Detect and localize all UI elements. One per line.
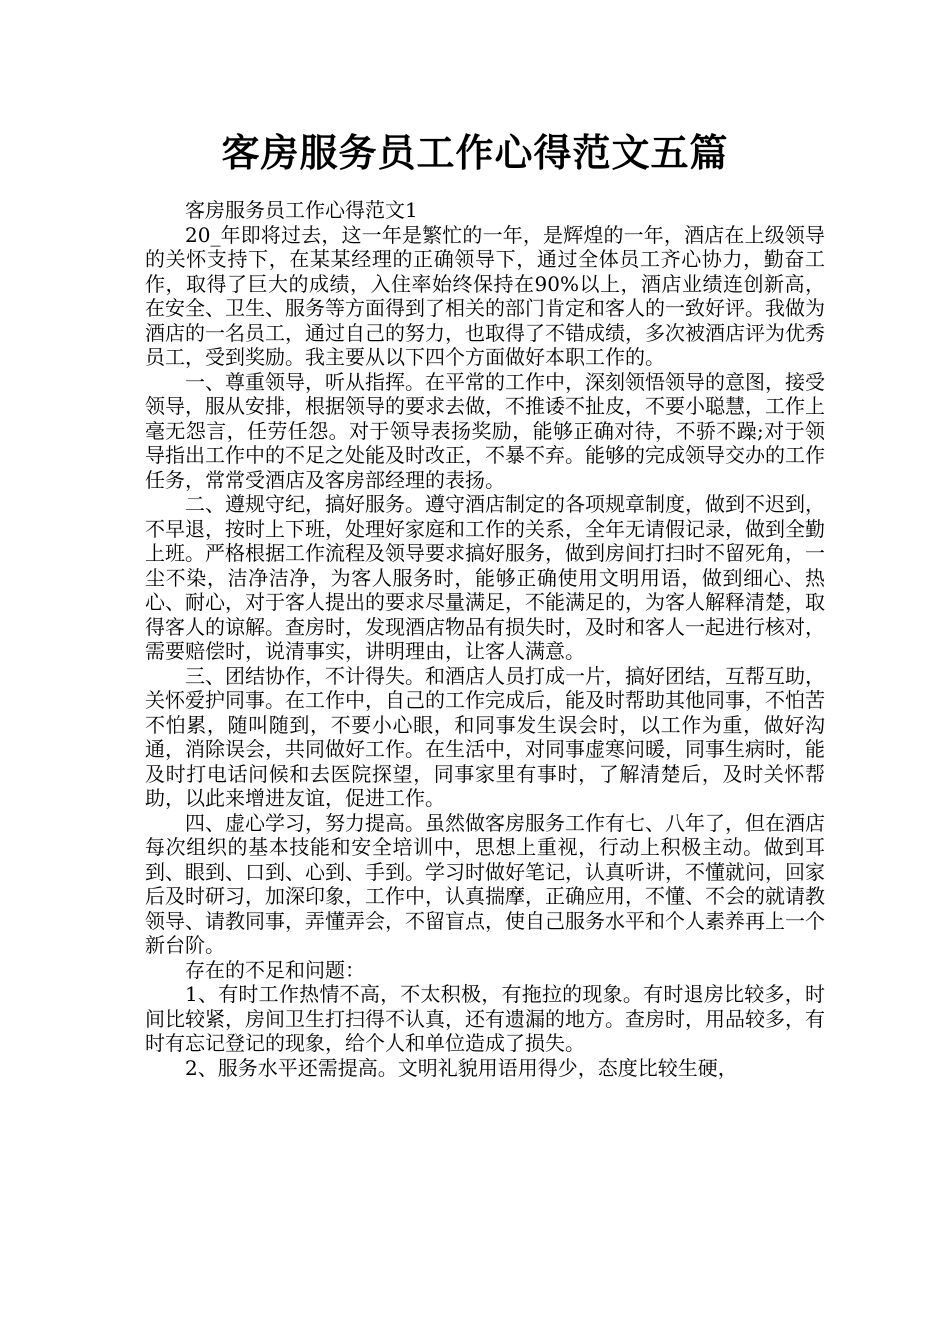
shortcoming-2: 2、服务水平还需提高。文明礼貌用语用得少，态度比较生硬，: [185, 1055, 738, 1080]
shortcoming-1: 1、有时工作热情不高，不太积极，有拖拉的现象。有时退房比较多，时间比较紧，房间卫生打扫得不认真，还有遗漏的地方。查房时，用品较多，有时有忘记登记的现象，给个人和单位造成了损失。: [145, 982, 825, 1055]
document-title: 客房服务员工作心得范文五篇: [221, 131, 729, 175]
paragraph-point-4: 四、虚心学习，努力提高。虽然做客房服务工作有七、八年了，但在酒店每次组织的基本技能和安全培训中，思想上重视，行动上积极主动。做到耳到、眼到、口到、心到、手到。学习时做好笔记，认真听讲，不懂就问，回家后及时研习，加深印象，工作中，认真揣摩，正确应用，不懂、不会的就请教领导、请教同事，弄懂弄会，不留盲点，使自己服务水平和个人素养再上一个新台阶。: [145, 810, 825, 957]
paragraph-point-3: 三、团结协作，不计得失。和酒店人员打成一片，搞好团结，互帮互助，关怀爱护同事。在工作中，自己的工作完成后，能及时帮助其他同事，不怕苦不怕累，随叫随到，不要小心眼，和同事发生误会时，以工作为重，做好沟通，消除误会，共同做好工作。在生活中，对同事虚寒问暖，同事生病时，能及时打电话问候和去医院探望，同事家里有事时，了解清楚后，及时关怀帮助，以此来增进友谊，促进工作。: [145, 663, 825, 810]
paragraph-intro: 20_年即将过去，这一年是繁忙的一年，是辉煌的一年，酒店在上级领导的关怀支持下，在某某经理的正确领导下，通过全体员工齐心协力，勤奋工作，取得了巨大的成绩，入住率始终保持在90%以上，酒店业绩连创新高，在安全、卫生、服务等方面得到了相关的部门肯定和客人的一致好评。我做为酒店的一名员工，通过自己的努力，也取得了不错成绩，多次被酒店评为优秀员工，受到奖励。我主要从以下四个方面做好本职工作的。: [145, 222, 825, 369]
paragraph-point-1: 一、尊重领导，听从指挥。在平常的工作中，深刻领悟领导的意图，接受领导，服从安排，根据领导的要求去做，不推诿不扯皮，不要小聪慧，工作上毫无怨言，任劳任怨。对于领导表扬奖励，能够正确对待，不骄不躁;对于领导指出工作中的不足之处能及时改正，不暴不弃。能够的完成领导交办的工作任务，常常受酒店及客房部经理的表扬。: [145, 369, 825, 492]
document-body: [145, 198, 825, 1080]
paragraph-point-2: 二、遵规守纪，搞好服务。遵守酒店制定的各项规章制度，做到不迟到，不早退，按时上下班，处理好家庭和工作的关系，全年无请假记录，做到全勤上班。严格根据工作流程及领导要求搞好服务，做到房间打扫时不留死角，一尘不染，洁净洁净，为客人服务时，能够正确使用文明用语，做到细心、热心、耐心，对于客人提出的要求尽量满足，不能满足的，为客人解释清楚，取得客人的谅解。查房时，发现酒店物品有损失时，及时和客人一起进行核对，需要赔偿时，说清事实，讲明理由，让客人满意。: [145, 492, 825, 663]
section-heading: 客房服务员工作心得范文1: [185, 198, 418, 222]
shortcomings-heading: 存在的不足和问题：: [185, 957, 365, 982]
